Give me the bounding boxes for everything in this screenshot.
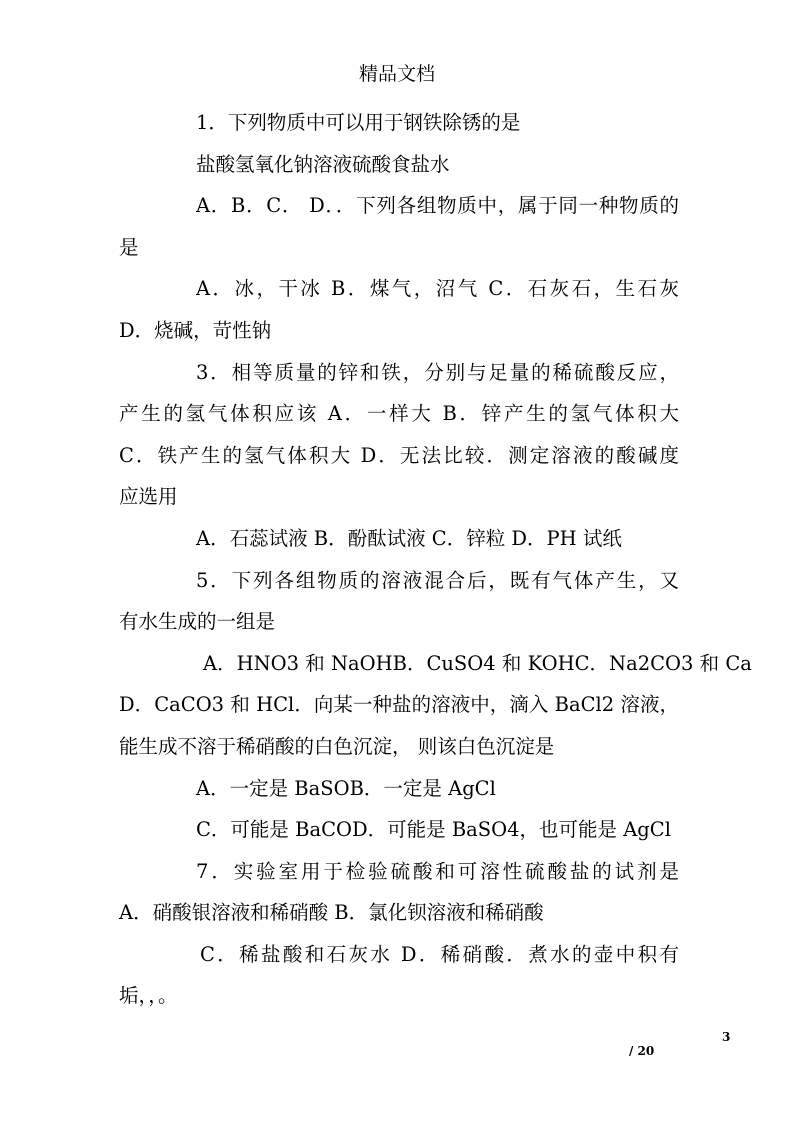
question-2-line: A．B．C． D．．下列各组物质中，属于同一种物质的 (196, 194, 679, 218)
question-5-line-cont: 有水生成的一组是 (119, 610, 276, 634)
question-2-options-line: A．冰，干冰 B．煤气，沼气 C．石灰石，生石灰 (196, 277, 679, 301)
question-1-options-line: 盐酸氢氧化钠溶液硫酸食盐水 (196, 152, 450, 176)
question-6-line-cont: 能生成不溶于稀硝酸的白色沉淀， 则该白色沉淀是 (119, 734, 555, 758)
question-7-options-line: A．硝酸银溶液和稀硝酸 B．氯化钡溶液和稀硝酸 (119, 901, 544, 925)
question-6-options-line-1: A．一定是 BaSOB．一定是 AgCl (196, 776, 496, 800)
question-3-options-line: 产生的氢气体积应该 A．一样大 B．锌产生的氢气体积大 (119, 402, 679, 426)
question-8-fragment-line: 垢，，。 (119, 984, 178, 1008)
question-7-options-line-cont: C．稀盐酸和石灰水 D．稀硝酸．煮水的壶中积有 (200, 942, 679, 966)
question-5-options-line: A．HNO3 和 NaOHB．CuSO4 和 KOHC．Na2CO3 和 Ca (203, 651, 752, 675)
question-2-line-cont: 是 (119, 235, 139, 259)
page-header-title: 精品文档 (358, 63, 435, 85)
document-body (119, 102, 752, 1017)
question-4-line-cont: 应选用 (119, 485, 178, 509)
question-4-options-line: A．石蕊试液 B．酚酞试液 C．锌粒 D．PH 试纸 (196, 526, 622, 550)
question-5-line: 5．下列各组物质的溶液混合后，既有气体产生，又 (196, 568, 679, 592)
page-number: 3 (722, 1030, 731, 1044)
question-6-line: D．CaCO3 和 HCl．向某一种盐的溶液中，滴入 BaCl2 溶液， (119, 693, 679, 717)
question-1-line: 1．下列物质中可以用于钢铁除锈的是 (196, 111, 521, 134)
question-7-line: 7．实验室用于检验硫酸和可溶性硫酸盐的试剂是 (196, 859, 679, 883)
question-2-options-line-cont: D．烧碱，苛性钠 (119, 318, 272, 342)
question-3-line: 3．相等质量的锌和铁，分别与足量的稀硫酸反应， (196, 360, 679, 384)
page-total: / 20 (629, 1044, 655, 1058)
question-6-options-line-2: C．可能是 BaCOD．可能是 BaSO4，也可能是 AgCl (196, 818, 671, 842)
question-4-line: C．铁产生的氢气体积大 D．无法比较．测定溶液的酸碱度 (119, 443, 679, 467)
